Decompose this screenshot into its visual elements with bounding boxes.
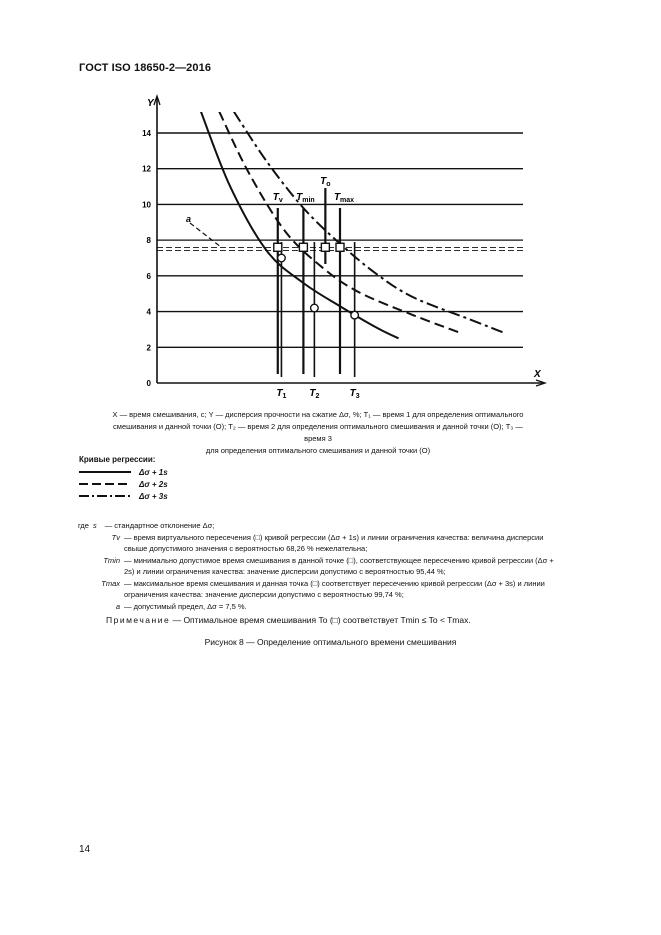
y-tick-label: 6 <box>146 271 151 281</box>
regression-curve-1 <box>201 112 399 339</box>
figure-note <box>106 615 471 625</box>
circle-marker <box>351 311 359 319</box>
definition-row <box>78 578 558 601</box>
note-text: — Оптимальное время смешивания To (□) соответствует Tmin ≤ To < Tmax. <box>172 615 471 625</box>
label-to: $T_o$ <box>320 176 331 188</box>
definition-text: — стандартное отклонение Δσ; <box>104 521 215 530</box>
y-tick-label: 14 <box>142 129 151 138</box>
legend-item-dashdot <box>79 490 168 502</box>
chart-ticks <box>142 129 151 388</box>
definition-term: Tmin <box>103 555 120 565</box>
square-marker <box>274 243 282 251</box>
y-tick-label: 2 <box>146 343 151 353</box>
definition-term: a <box>115 601 120 611</box>
definition-row <box>78 555 558 578</box>
y-tick-label: 0 <box>146 379 151 388</box>
legend-item-dashed <box>79 478 168 490</box>
y-tick-label: 10 <box>142 200 151 210</box>
y-axis-label: Y <box>147 98 154 109</box>
legend-label: Δσ + 2s <box>139 479 168 489</box>
circle-marker <box>278 254 286 262</box>
legend-label: Δσ + 1s <box>139 467 168 477</box>
definition-row <box>78 601 558 613</box>
threshold-leader <box>190 223 221 247</box>
square-marker <box>321 243 329 251</box>
document-header: ГОСТ ISO 18650-2—2016 <box>79 62 212 74</box>
definition-text: — минимально допустимое время смешивания в данной точке (□), соответствующее пересечению кривой регрессии (Δσ + 2s) и линии ограничения качества: значение дисперсии допустимо с вероятностью 95,44 %; <box>124 555 554 576</box>
square-marker <box>299 243 307 251</box>
caption-line-2: смешивания и данной точки (O); T₂ — время 2 для определения оптимального смешивания и данной точки (O); T₃ — время 3 <box>113 422 523 443</box>
label-t2: $T_2$ <box>309 388 320 400</box>
circle-marker <box>311 304 319 312</box>
dashed-line-swatch <box>79 481 131 487</box>
caption-line-3: для определения оптимального смешивания и данной точки (O) <box>205 446 431 455</box>
regression-curve-3 <box>234 112 505 333</box>
mixing-time-chart <box>140 92 550 402</box>
label-t3: $T_3$ <box>349 388 360 400</box>
y-tick-label: 12 <box>142 164 151 174</box>
definition-text: — время виртуального пересечения (□) кривой регрессии (Δσ + 1s) и линии ограничения качества: величина дисперсии свыше допустимого значения с вероятностью 68,26 % нежелательна; <box>124 532 544 553</box>
y-tick-label: 8 <box>146 236 151 246</box>
solid-line-swatch <box>79 469 131 475</box>
caption-line-1: X — время смешивания, с; Y — дисперсия прочности на сжатие Δσ, %; T₁ — время 1 для определения оптимального <box>112 410 524 419</box>
regression-legend <box>79 455 168 502</box>
definition-row <box>78 520 558 532</box>
label-tmax: $T_{max}$ <box>333 192 355 204</box>
label-t1: $T_1$ <box>276 388 287 400</box>
threshold-label: a <box>186 214 192 224</box>
square-marker <box>336 243 344 251</box>
page-number: 14 <box>79 844 91 855</box>
definition-text: — допустимый предел, Δσ = 7,5 %. <box>124 601 247 611</box>
dashdot-line-swatch <box>79 493 131 499</box>
legend-item-solid <box>79 466 168 478</box>
legend-title: Кривые регрессии: <box>79 455 156 464</box>
definition-text: — максимальное время смешивания и данная точка (□) соответствует пересечению кривой регрессии (Δσ + 3s) и линии ограничения качества: значение дисперсии допустимо с вероятностью 99,74 %; <box>124 578 545 599</box>
definitions-list <box>78 520 558 612</box>
definition-row <box>78 532 558 555</box>
x-axis-label: X <box>534 369 541 380</box>
definition-term: Tmax <box>101 578 120 588</box>
figure-title: Рисунок 8 — Определение оптимального времени смешивания <box>204 637 457 647</box>
figure-caption <box>102 409 534 457</box>
chart-markers <box>274 243 359 319</box>
label-tmin: $T_{min}$ <box>296 192 315 204</box>
legend-label: Δσ + 3s <box>139 491 168 501</box>
definition-term: Tv <box>111 532 120 542</box>
regression-curves <box>201 112 505 339</box>
y-tick-label: 4 <box>146 307 151 317</box>
label-tv: $T_v$ <box>272 192 283 204</box>
definition-term: s <box>92 521 97 530</box>
definitions-intro: где <box>78 521 89 530</box>
note-label: Примечание <box>106 615 171 625</box>
